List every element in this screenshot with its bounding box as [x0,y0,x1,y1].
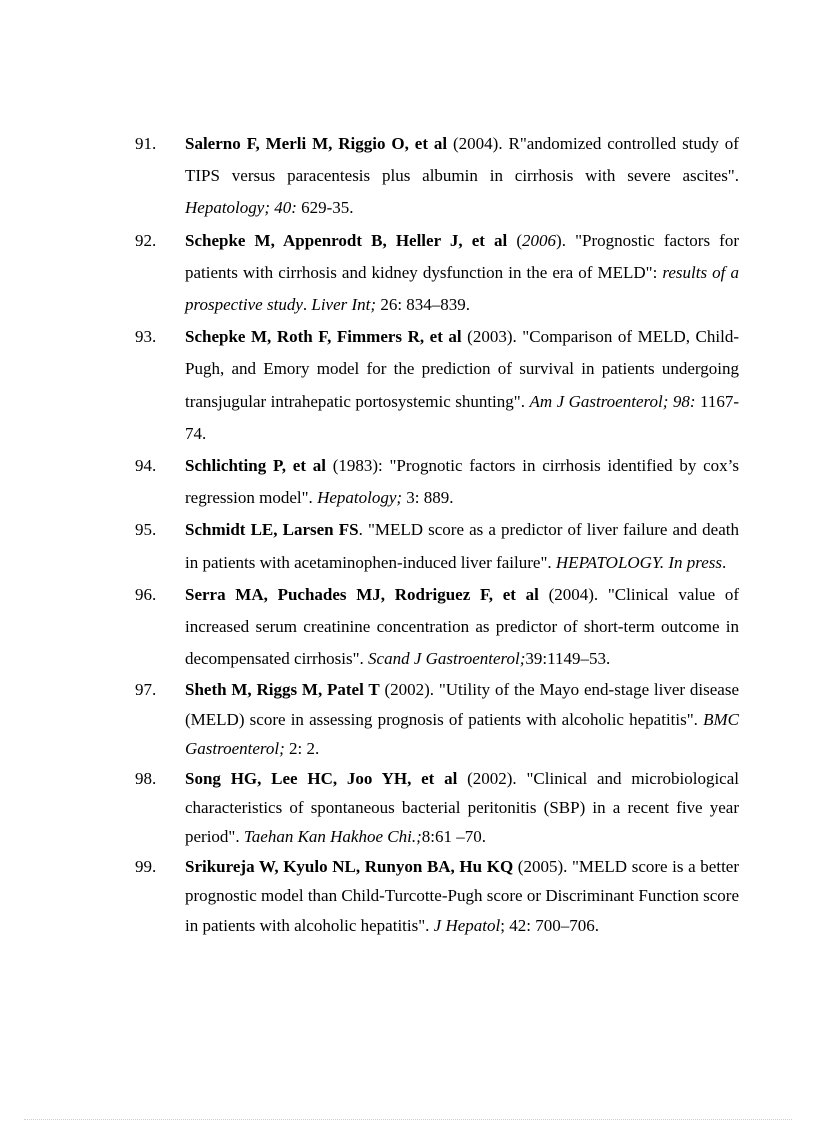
reference-title: "Clinical and microbiological characteristics of spontaneous bacterial peritonitis (SBP) in a recent five year period". [185,768,739,847]
reference-year: (2003). [461,327,523,347]
reference-details: 1167-74. [185,391,739,443]
reference-authors: Song HG, Lee HC, Joo YH, et al [185,768,458,788]
reference-item-96 [135,579,739,676]
reference-number: 93. [135,327,157,347]
reference-item-97 [135,675,739,763]
reference-body [185,675,739,763]
reference-number: 91. [135,134,157,153]
reference-list [135,128,739,940]
reference-journal: Liver Int; [311,295,377,315]
reference-details: 8:61 –70. [421,827,486,847]
reference-details: . [722,552,727,572]
reference-year: . [358,520,368,540]
reference-authors: Srikureja W, Kyulo NL, Runyon BA, Hu KQ [185,856,514,876]
reference-details: ; 42: 700–706. [500,915,599,935]
reference-title: "Clinical value of increased serum creatinine concentration as predictor of short-term outcome in decompensated cirrhosis". [185,584,739,669]
reference-journal: BMC Gastroenterol; [185,709,739,759]
reference-title: "Comparison of MELD, Child-Pugh, and Emory model for the prediction of survival in patients undergoing transjugular intrahepatic portosystemic shunting". [185,327,739,411]
reference-subtitle: results of a prospective study [185,262,739,315]
reference-authors: Schmidt LE, Larsen FS [185,520,359,540]
reference-body [185,450,739,514]
reference-authors: Serra MA, Puchades MJ, Rodriguez F, et al [185,584,539,604]
reference-item-91 [135,128,739,225]
reference-year: (1983): [325,456,390,476]
reference-authors: Schlichting P, et al [185,456,326,476]
reference-authors: Sheth M, Riggs M, Patel T [185,680,380,700]
page-bottom-rule [24,1119,792,1120]
reference-journal: Taehan Kan Hakhoe Chi.; [243,827,422,847]
reference-number: 92. [135,230,157,250]
reference-number: 95. [135,520,157,540]
reference-title: "Utility of the Mayo end-stage liver disease (MELD) score in assessing prognosis of patients with alcoholic hepatitis". [185,680,739,729]
reference-body [185,579,739,676]
reference-body [185,764,739,852]
reference-body [185,225,739,322]
reference-item-94 [135,450,739,514]
reference-item-93 [135,321,739,450]
reference-year: (2005). [513,856,572,876]
reference-journal: Hepatology; [317,488,403,508]
reference-details: 3: 889. [402,488,454,508]
reference-number: 94. [135,456,157,476]
reference-title: "MELD score is a better prognostic model than Child-Turcotte-Pugh score or Discriminant Function score in patients with alcoholic hepatitis". [185,856,739,935]
reference-body [185,321,739,450]
reference-authors: Salerno F, Merli M, Riggio O, et al [185,134,448,153]
reference-details: 629-35. [296,198,354,218]
reference-year: (2002). [379,680,439,700]
reference-item-95 [135,514,739,578]
reference-number: 97. [135,680,157,700]
reference-number: 98. [135,768,157,788]
reference-journal: Scand J Gastroenterol; [368,649,526,669]
reference-body [185,852,739,940]
reference-number: 99. [135,856,157,876]
reference-journal: J Hepatol [433,915,501,935]
reference-year-open: ( [507,230,523,250]
reference-body [185,514,739,578]
reference-item-92 [135,225,739,322]
reference-authors: Schepke M, Appenrodt B, Heller J, et al [185,230,508,250]
reference-title: "Prognotic factors in cirrhosis identified by cox’s regression model". [185,456,739,508]
reference-details: 26: 834–839. [376,295,471,315]
reference-journal: Hepatology; 40: [185,198,297,218]
reference-title: R"andomized controlled study of TIPS versus paracentesis plus albumin in cirrhosis with severe ascites". [185,134,739,186]
reference-journal: Am J Gastroenterol; 98: [529,391,696,411]
reference-details: 39:1149–53. [525,649,611,669]
reference-item-99 [135,852,739,940]
reference-title: "MELD score as a predictor of liver failure and death in patients with acetaminophen-induced liver failure". [185,520,739,572]
reference-journal: HEPATOLOGY. In press [555,552,723,572]
reference-separator: . [302,295,312,315]
reference-year: 2006 [522,230,557,250]
reference-number: 96. [135,584,157,604]
reference-year-close: ). [556,230,576,250]
reference-year: (2004). [447,134,509,153]
reference-year: (2004). [538,584,608,604]
reference-item-98 [135,764,739,852]
reference-body [185,128,739,225]
reference-authors: Schepke M, Roth F, Fimmers R, et al [185,327,462,347]
reference-details: 2: 2. [284,739,320,759]
reference-year: (2002). [457,768,527,788]
reference-title: "Prognostic factors for patients with cirrhosis and kidney dysfunction in the era of MELD": [185,230,739,282]
